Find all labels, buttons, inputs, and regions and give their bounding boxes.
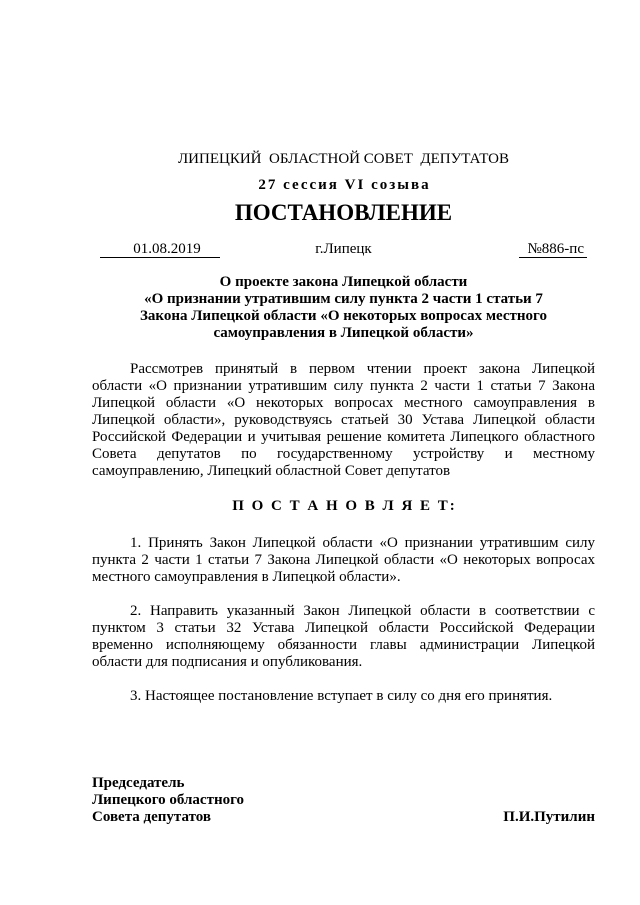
- resolution-item-line: 2. Направить указанный Закон Липецкой области в соответствии с: [130, 603, 595, 619]
- resolution-item-line: временно исполняющему обязанности главы администрации Липецкой: [92, 637, 595, 653]
- resolution-item-line: пункта 2 части 1 статьи 7 Закона Липецкой области «О некоторых вопросах: [92, 552, 595, 568]
- resolution-item-1: [92, 535, 595, 586]
- resolution-title-line: О проекте закона Липецкой области: [219, 274, 468, 290]
- document-type-heading: ПОСТАНОВЛЕНИЕ: [234, 200, 453, 225]
- document-date: [100, 241, 220, 258]
- signatory-position-line: Председатель: [92, 775, 185, 791]
- resolution-item-line: 3. Настоящее постановление вступает в силу со дня его принятия.: [130, 688, 553, 704]
- signatory-name: П.И.Путилин: [503, 809, 595, 825]
- session-label: 27 сессия VI созыва: [258, 177, 431, 193]
- resolution-item-line: местного самоуправления в Липецкой области».: [92, 569, 401, 585]
- preamble-line: Рассмотрев принятый в первом чтении проект закона Липецкой: [130, 361, 595, 377]
- resolution-item-line: пунктом 3 статьи 32 Устава Липецкой области Российской Федерации: [92, 620, 595, 636]
- resolution-title-line: «О признании утратившим силу пункта 2 части 1 статьи 7: [144, 291, 543, 307]
- preamble-line: Российской Федерации и учитывая решение комитета Липецкого областного: [92, 429, 595, 445]
- resolution-item-line: области для подписания и опубликования.: [92, 654, 363, 670]
- resolution-title-line: Закона Липецкой области «О некоторых вопросах местного: [140, 308, 547, 324]
- resolution-title: [92, 274, 595, 342]
- resolution-title-line: самоуправления в Липецкой области»: [213, 325, 474, 341]
- resolution-item-3: [92, 688, 595, 705]
- resolution-item-2: [92, 603, 595, 671]
- resolves-heading: П О С Т А Н О В Л Я Е Т:: [232, 498, 457, 514]
- document-number: [519, 241, 587, 258]
- preamble-line: Липецкой области «О некоторых вопросах местного самоуправления в: [92, 395, 595, 411]
- preamble-paragraph: [92, 361, 595, 480]
- signature-row: [92, 809, 595, 826]
- preamble-line: самоуправлению, Липецкий областной Совет депутатов: [92, 463, 451, 479]
- document-date-value: 01.08.2019: [133, 241, 201, 257]
- document-place: г.Липецк: [315, 241, 372, 257]
- document-meta-row: [92, 241, 595, 258]
- resolution-item-line: 1. Принять Закон Липецкой области «О признании утратившим силу: [130, 535, 595, 551]
- preamble-line: области «О признании утратившим силу пункта 2 части 1 статьи 7 Закона: [92, 378, 595, 394]
- document-number-value: №886-пс: [527, 241, 584, 257]
- signatory-position-line: Совета депутатов: [92, 809, 211, 825]
- signature-block: [92, 775, 595, 826]
- preamble-line: Совета депутатов по государственному устройству и местному: [92, 446, 595, 462]
- signatory-position-line: Липецкого областного: [92, 792, 245, 808]
- council-name: ЛИПЕЦКИЙ ОБЛАСТНОЙ СОВЕТ ДЕПУТАТОВ: [178, 151, 509, 167]
- preamble-line: Липецкой области», руководствуясь статьей 30 Устава Липецкой области: [92, 412, 595, 428]
